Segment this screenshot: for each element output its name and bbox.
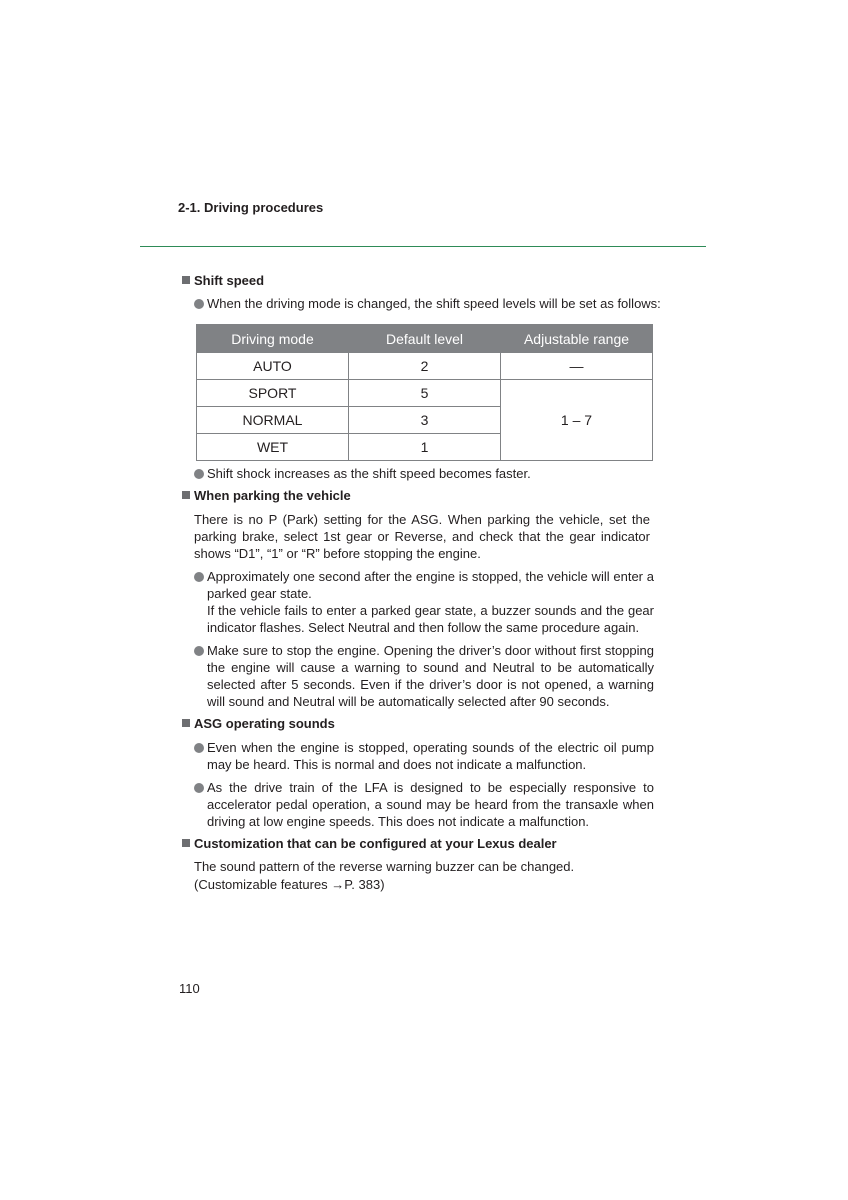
asg-sounds-bullet-1 bbox=[194, 739, 654, 773]
table-row bbox=[197, 380, 653, 407]
table-cell-mode: WET bbox=[197, 434, 349, 461]
shift-speed-table bbox=[196, 324, 653, 461]
header-rule bbox=[140, 246, 706, 247]
table-cell-range-merged: 1 – 7 bbox=[501, 380, 653, 461]
bullet-icon bbox=[194, 646, 204, 656]
table-header-range: Adjustable range bbox=[501, 325, 653, 353]
parking-bullet-1-line2: If the vehicle fails to enter a parked gear state, a buzzer sounds and the gear indicator flashes. Select Neutral and then follow the same procedure again. bbox=[207, 603, 654, 635]
shift-speed-note-text: Shift shock increases as the shift speed becomes faster. bbox=[207, 466, 531, 481]
parking-heading-text: When parking the vehicle bbox=[194, 488, 351, 503]
table-header-level: Default level bbox=[349, 325, 501, 353]
table-cell-level: 3 bbox=[349, 407, 501, 434]
bullet-icon bbox=[194, 743, 204, 753]
table-cell-level: 2 bbox=[349, 353, 501, 380]
shift-speed-intro-text: When the driving mode is changed, the shift speed levels will be set as follows: bbox=[207, 296, 661, 311]
table-cell-range: — bbox=[501, 353, 653, 380]
asg-sounds-bullet-2-text: As the drive train of the LFA is designed to be especially responsive to accelerator pedal operation, a sound may be heard from the transaxle when driving at low engine speeds. This does not indicate a malfunction. bbox=[207, 780, 654, 829]
parking-bullet-2-text: Make sure to stop the engine. Opening the driver’s door without first stopping the engine will cause a warning to sound and Neutral to be automatically selected after 5 seconds. Even if the driver’s door is not opened, a warning will sound and Neutral will be automatically selected after 90 seconds. bbox=[207, 643, 654, 709]
parking-bullet-2 bbox=[194, 642, 654, 710]
asg-sounds-bullet-1-text: Even when the engine is stopped, operating sounds of the electric oil pump may be heard. This is normal and does not indicate a malfunction. bbox=[207, 740, 654, 772]
bullet-icon bbox=[194, 299, 204, 309]
customization-line-1: The sound pattern of the reverse warning buzzer can be changed. bbox=[194, 859, 575, 874]
section-header: 2-1. Driving procedures bbox=[178, 200, 324, 215]
table-cell-level: 5 bbox=[349, 380, 501, 407]
asg-sounds-bullet-2 bbox=[194, 779, 654, 830]
heading-square-icon bbox=[182, 491, 190, 499]
bullet-icon bbox=[194, 469, 204, 479]
table-cell-mode: SPORT bbox=[197, 380, 349, 407]
shift-speed-intro bbox=[194, 295, 664, 312]
shift-speed-heading-text: Shift speed bbox=[194, 273, 265, 288]
heading-square-icon bbox=[182, 839, 190, 847]
asg-sounds-heading-text: ASG operating sounds bbox=[194, 716, 335, 731]
customization-line-2: (Customizable features →P. 383) bbox=[194, 877, 385, 892]
bullet-icon bbox=[194, 572, 204, 582]
parking-bullet-1-line1: Approximately one second after the engine is stopped, the vehicle will enter a parked gear state. bbox=[207, 569, 654, 601]
heading-square-icon bbox=[182, 719, 190, 727]
table-header-mode: Driving mode bbox=[197, 325, 349, 353]
customization-heading-text: Customization that can be configured at your Lexus dealer bbox=[194, 836, 557, 851]
table-header-row bbox=[197, 325, 653, 353]
shift-speed-note bbox=[194, 465, 654, 482]
parking-text: There is no P (Park) setting for the ASG. When parking the vehicle, set the parking brake, select 1st gear or Reverse, and check that the gear indicator shows “D1”, “1” or “R” before stopping the engine. bbox=[194, 512, 650, 561]
asg-sounds-heading bbox=[182, 716, 335, 731]
customization-heading bbox=[182, 836, 557, 851]
heading-square-icon bbox=[182, 276, 190, 284]
table-cell-level: 1 bbox=[349, 434, 501, 461]
shift-speed-heading bbox=[182, 273, 264, 288]
table-cell-mode: AUTO bbox=[197, 353, 349, 380]
bullet-icon bbox=[194, 783, 204, 793]
page-number: 110 bbox=[179, 981, 200, 996]
parking-heading bbox=[182, 488, 351, 503]
parking-bullet-1 bbox=[194, 568, 654, 636]
table-cell-mode: NORMAL bbox=[197, 407, 349, 434]
table-row bbox=[197, 353, 653, 380]
